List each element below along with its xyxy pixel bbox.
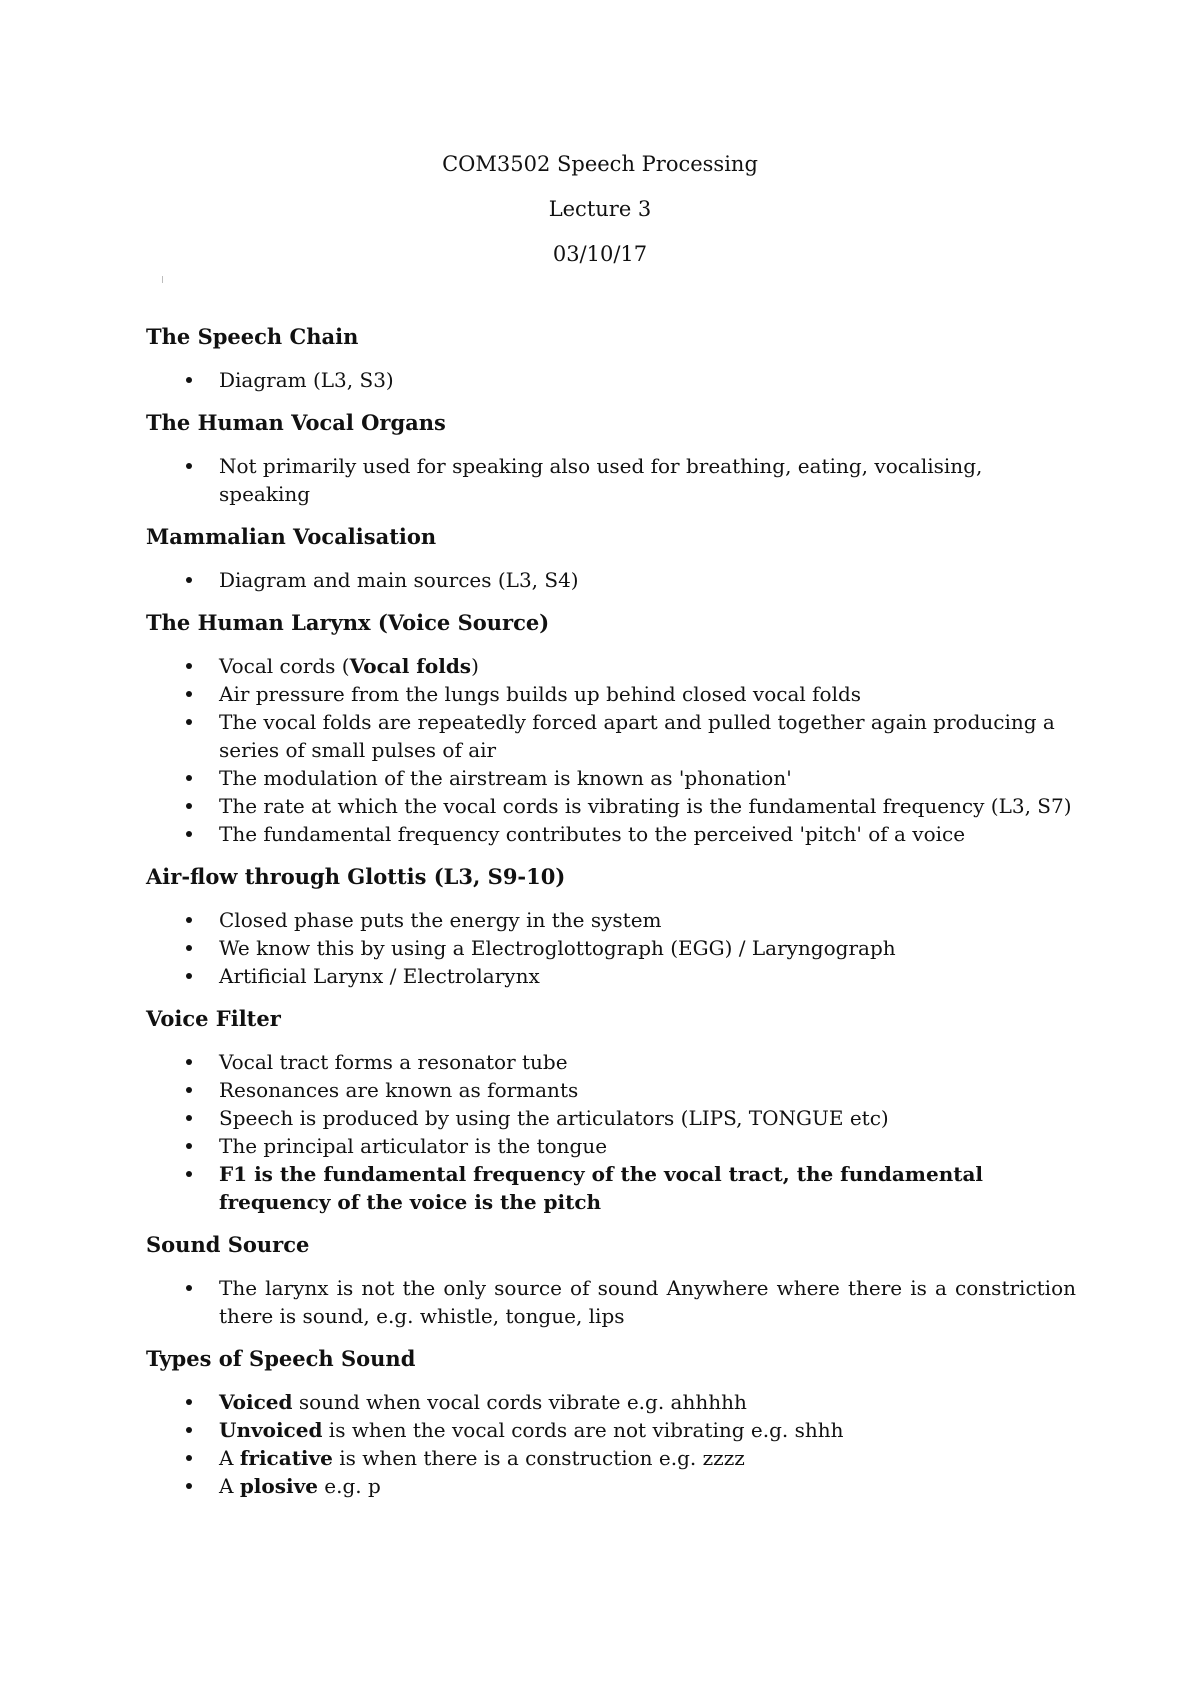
section-heading-types: Types of Speech Sound [146,1346,416,1371]
list-item: The modulation of the airstream is known as 'phonation' [146,764,1076,792]
section-heading-voice-filter: Voice Filter [146,1006,281,1031]
bold-term: fricative [239,1446,333,1470]
mammalian-list [146,566,1076,594]
section-heading-speech-chain: The Speech Chain [146,324,359,349]
list-item: Vocal tract forms a resonator tube [146,1048,1076,1076]
text-prefix: A [219,1446,240,1470]
types-list [146,1388,1076,1500]
speech-chain-list [146,366,1076,394]
document-header [0,142,1200,277]
list-item [146,1444,1076,1472]
list-item: Diagram (L3, S3) [146,366,1076,394]
section-heading-vocal-organs: The Human Vocal Organs [146,410,446,435]
lecture-date: 03/10/17 [552,242,648,266]
bold-term: Vocal folds [349,654,472,678]
notes-content [146,323,1076,1515]
text-rest: sound when vocal cords vibrate e.g. ahhhhh [292,1390,747,1414]
airflow-list [146,906,1076,990]
section-heading-larynx: The Human Larynx (Voice Source) [146,610,550,635]
list-item-bold: F1 is the fundamental frequency of the vocal tract, the fundamental frequency of the voice is the pitch [146,1160,1076,1216]
section-heading-mammalian: Mammalian Vocalisation [146,524,437,549]
list-item: Air pressure from the lungs builds up behind closed vocal folds [146,680,1076,708]
section-heading-airflow: Air-flow through Glottis (L3, S9-10) [146,864,566,889]
text-rest: is when the vocal cords are not vibrating e.g. shhh [322,1418,844,1442]
list-item: Diagram and main sources (L3, S4) [146,566,1076,594]
list-item [146,652,1076,680]
list-item: Artificial Larynx / Electrolarynx [146,962,1076,990]
text-prefix: Vocal cords ( [219,654,350,678]
list-item: The larynx is not the only source of sound Anywhere where there is a constriction there is sound, e.g. whistle, tongue, lips [146,1274,1076,1330]
list-item: Speech is produced by using the articulators (LIPS, TONGUE etc) [146,1104,1076,1132]
vocal-organs-list [146,452,1076,508]
text-rest: is when there is a construction e.g. zzzz [332,1446,745,1470]
bold-term: Voiced [219,1390,293,1414]
list-item: Closed phase puts the energy in the system [146,906,1076,934]
list-item [146,1388,1076,1416]
list-item: We know this by using a Electroglottograph (EGG) / Laryngograph [146,934,1076,962]
section-heading-sound-source: Sound Source [146,1232,310,1257]
text-prefix: A [219,1474,240,1498]
list-item: The fundamental frequency contributes to the perceived 'pitch' of a voice [146,820,1076,848]
text-suffix: ) [471,654,479,678]
cursor-mark [162,276,163,283]
sound-source-list [146,1274,1076,1330]
list-item: Not primarily used for speaking also used for breathing, eating, vocalising, speaking [146,452,1076,508]
list-item [146,1472,1076,1500]
list-item: The vocal folds are repeatedly forced apart and pulled together again producing a series of small pulses of air [146,708,1076,764]
lecture-number: Lecture 3 [548,197,652,221]
larynx-list [146,652,1076,848]
text-rest: e.g. p [317,1474,381,1498]
list-item [146,1416,1076,1444]
bold-term: Unvoiced [219,1418,323,1442]
bold-term: plosive [239,1474,318,1498]
list-item: The principal articulator is the tongue [146,1132,1076,1160]
list-item: Resonances are known as formants [146,1076,1076,1104]
course-title: COM3502 Speech Processing [442,152,758,176]
voice-filter-list [146,1048,1076,1216]
list-item: The rate at which the vocal cords is vibrating is the fundamental frequency (L3, S7) [146,792,1076,820]
